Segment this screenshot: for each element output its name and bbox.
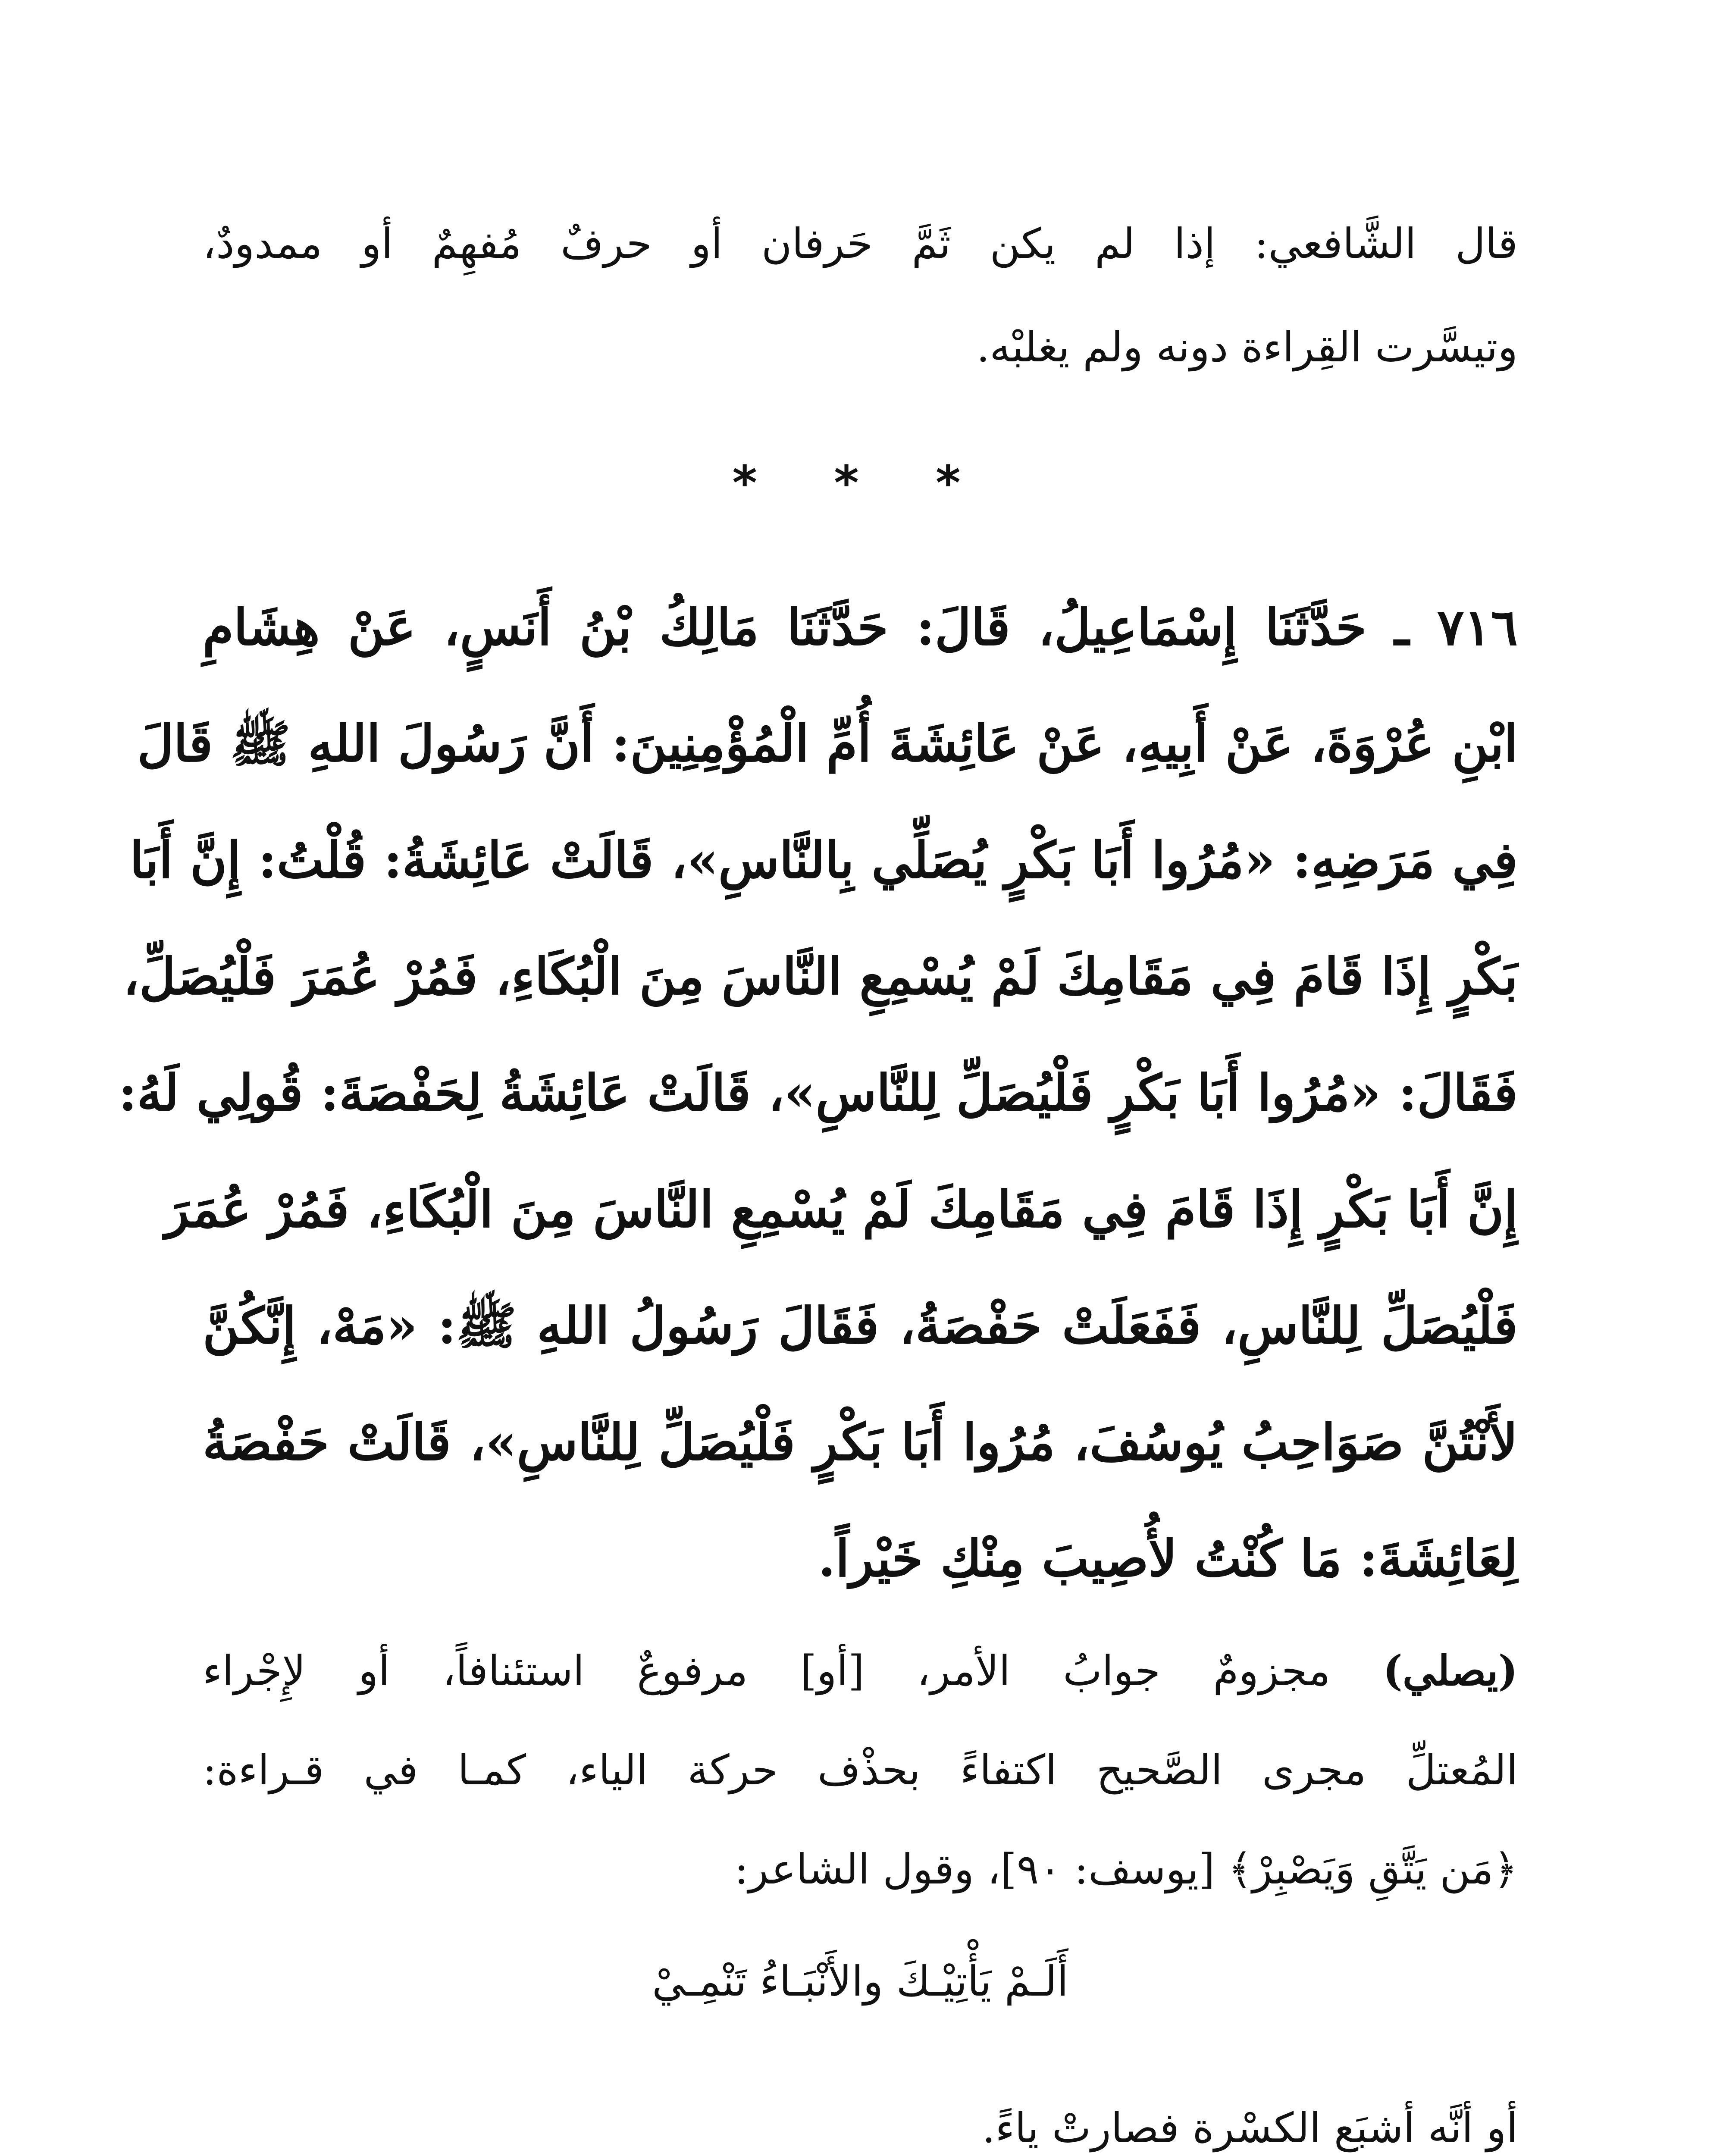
intro-line-1: قال الشَّافعي: إذا لم يكن ثَمَّ حَرفان أو حرفٌ مُفهِمٌ أو ممدودٌ، [203,219,1518,268]
hadith-line-1: ٧١٦ ـ حَدَّثَنَا إِسْمَاعِيلُ، قَالَ: حَدَّثَنَا مَالِكُ بْنُ أَنَسٍ، عَنْ هِشَامِ [203,598,1518,657]
poetry-verse: أَلَـمْ يَأْتِيْـكَ والأَنْبَـاءُ تَنْمِـيْ [652,1957,1068,2006]
hadith-line-4: بَكْرٍ إِذَا قَامَ فِي مَقَامِكَ لَمْ يُسْمِعِ النَّاسَ مِنَ الْبُكَاءِ، فَمُرْ عُمَرَ فَلْيُصَلِّ، [123,947,1518,1006]
hadith-line-8: لأَنْتُنَّ صَوَاحِبُ يُوسُفَ، مُرُوا أَبَا بَكْرٍ فَلْيُصَلِّ لِلنَّاسِ»، قَالَتْ حَفْصَةُ [203,1413,1518,1472]
commentary-line-1 [203,1639,1518,1703]
hadith-line-7: فَلْيُصَلِّ لِلنَّاسِ، فَفَعَلَتْ حَفْصَةُ، فَقَالَ رَسُولُ اللهِ ﷺ: «مَهْ، إِنَّكُنَّ [203,1297,1518,1355]
intro-line-2: وتيسَّرت القِراءة دونه ولم يغلبْه. [976,323,1518,371]
hadith-line-6: إِنَّ أَبَا بَكْرٍ إِذَا قَامَ فِي مَقَامِكَ لَمْ يُسْمِعِ النَّاسَ مِنَ الْبُكَاءِ، فَمُرْ عُمَرَ [165,1180,1518,1239]
commentary-term-yusalli: (يصلي) [1383,1646,1518,1695]
hadith-line-9: لِعَائِشَةَ: مَا كُنْتُ لأُصِيبَ مِنْكِ خَيْراً. [818,1529,1518,1588]
hadith-line-2: ابْنِ عُرْوَةَ، عَنْ أَبِيهِ، عَنْ عَائِشَةَ أُمِّ الْمُؤْمِنِينَ: أَنَّ رَسُولَ اللهِ ﷺ قَالَ [137,714,1518,773]
commentary-line-4: أو أنَّه أشبَع الكسْرة فصارتْ ياءً. [982,2104,1518,2152]
commentary-line-1-text: مجزومٌ جوابُ الأمر، [أو] مرفوعٌ استئنافاً، أو لإِجْراء [203,1647,1383,1695]
commentary-line-2: المُعتلِّ مجرى الصَّحيح اكتفاءً بحذْف حركة الياء، كمـا في قـراءة: [203,1746,1518,1794]
hadith-line-3: فِي مَرَضِهِ: «مُرُوا أَبَا بَكْرٍ يُصَلِّي بِالنَّاسِ»، قَالَتْ عَائِشَةُ: قُلْتُ: إِنَّ أَبَا [129,831,1518,890]
commentary-line-3: ﴿مَن يَتَّقِ وَيَصْبِرْ﴾ [يوسف: ٩٠]، وقول الشاعر: [734,1845,1518,1893]
section-separator: * * * [732,455,991,511]
hadith-line-5: فَقَالَ: «مُرُوا أَبَا بَكْرٍ فَلْيُصَلِّ لِلنَّاسِ»، قَالَتْ عَائِشَةُ لِحَفْصَةَ: قُولِي لَهُ: [118,1064,1518,1122]
